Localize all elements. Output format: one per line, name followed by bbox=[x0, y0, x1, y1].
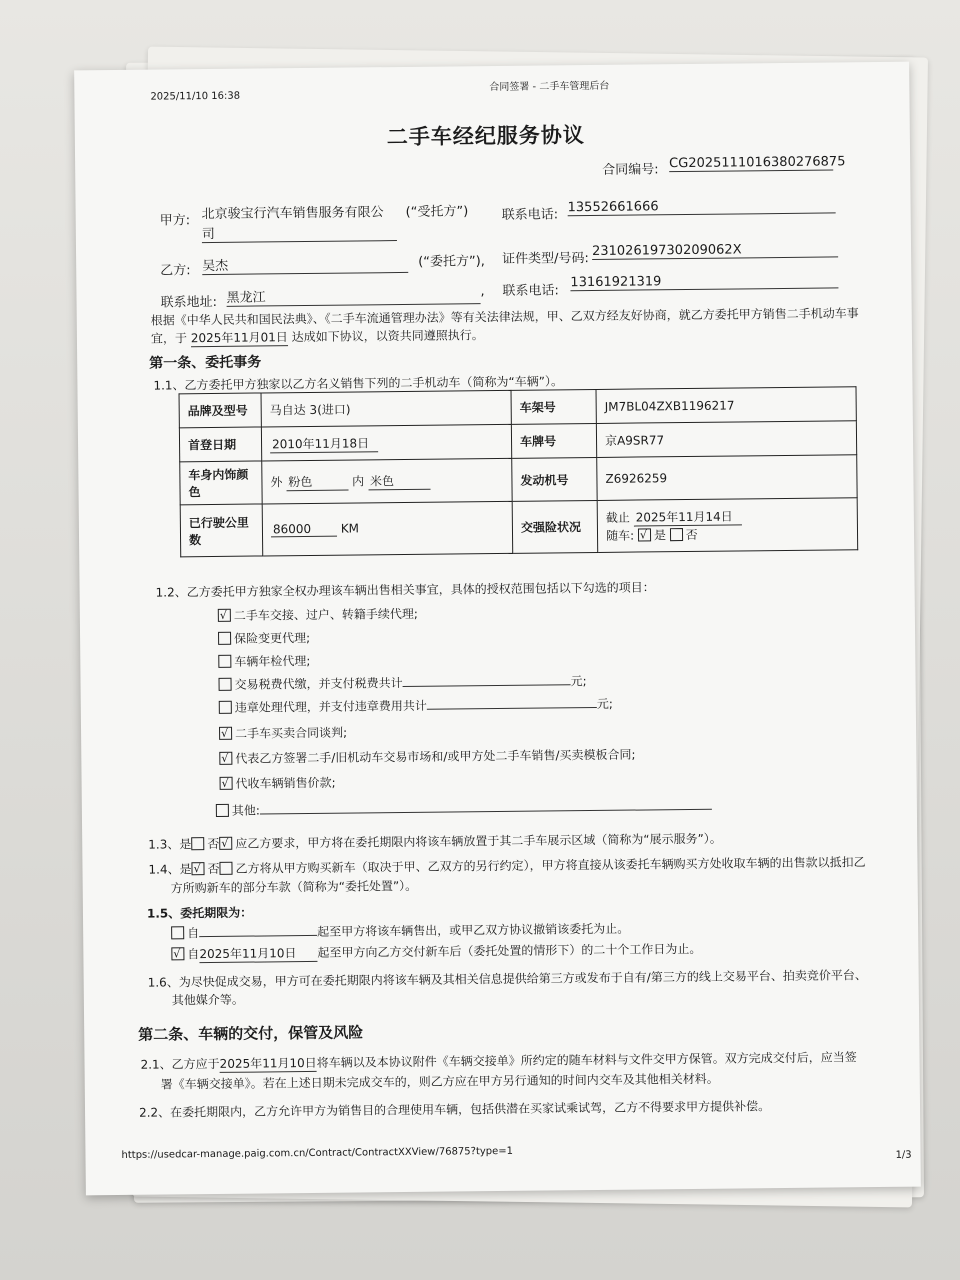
preamble-line2 bbox=[151, 326, 484, 347]
color-cell bbox=[262, 458, 512, 504]
option-checkbox[interactable] bbox=[219, 701, 232, 714]
insurance-no-label: 否 bbox=[685, 527, 698, 543]
option-checkbox[interactable] bbox=[216, 804, 229, 817]
vin-value: JM7BL04ZXB1196217 bbox=[596, 387, 856, 424]
brand-value: 马自达 3(进口) bbox=[261, 390, 511, 427]
insurance-label: 交强险状况 bbox=[512, 500, 598, 553]
term-open-text: 起至甲方将该车辆售出，或甲乙双方协议撤销该委托为止。 bbox=[317, 921, 630, 939]
delivery-date: 2025年11月10日 bbox=[219, 1055, 317, 1071]
inner-color-value: 米色 bbox=[368, 472, 430, 491]
option-checkbox[interactable] bbox=[218, 609, 231, 622]
clause-1-3-yes-checkbox[interactable] bbox=[191, 837, 204, 850]
clause-2-2: 2.2、在委托期限内，乙方允许甲方为销售目的合理使用车辆，包括供潜在买家试乘试驾，乙方不得要求甲方提供补偿。 bbox=[138, 1099, 771, 1120]
clause-1-4 bbox=[148, 853, 865, 878]
clause-1-4-no-checkbox[interactable] bbox=[220, 862, 233, 875]
clause-2-1-line2: 署《车辆交接单》。若在上述日期未完成交车的，则乙方应在甲方另行通知的时间内交车及其他相关材料。 bbox=[160, 1071, 719, 1092]
option-inspection bbox=[218, 652, 310, 670]
option-violation bbox=[219, 695, 613, 716]
option-label: 代收车辆销售价款; bbox=[235, 775, 336, 791]
party-b-address: 黑龙江 bbox=[226, 284, 480, 307]
option-tax bbox=[218, 672, 586, 693]
party-a-name-line2: 司 bbox=[202, 221, 397, 243]
clause-1-4-text: 乙方将从甲方购买新车（取决于甲、乙双方的另行约定），甲方将直接从该委托车辆购买方处收取车辆的出售款以抵扣乙 bbox=[235, 855, 866, 876]
tax-amount-blank bbox=[402, 673, 570, 687]
print-url: https://usedcar-manage.paig.com.cn/Contract/ContractXXView/76875?type=1 bbox=[121, 1145, 514, 1161]
clause-1-3-yes: 1.3、是 bbox=[148, 837, 192, 852]
insurance-yes-checkbox[interactable] bbox=[638, 528, 651, 541]
term-fixed-date: 2025年11月10日 bbox=[199, 944, 317, 963]
party-b-label: 乙方: bbox=[160, 263, 191, 279]
option-label: 二手车交接、过户、转籍手续代理; bbox=[233, 606, 418, 623]
clause-2-1-prefix: 2.1、乙方应于 bbox=[140, 1056, 220, 1072]
preamble-suffix: 达成如下协议，以资共同遵照执行。 bbox=[291, 328, 484, 345]
violation-amount-blank bbox=[427, 696, 597, 710]
color-label-line2: 色 bbox=[188, 485, 201, 500]
other-blank bbox=[260, 798, 712, 815]
clause-1-1: 1.1、乙方委托甲方独家以乙方名义销售下列的二手机动车（简称为“车辆”）。 bbox=[153, 374, 564, 393]
term-fixed-text: 起至甲方向乙方交付新车后（委托处置的情形下）的二十个工作日为止。 bbox=[317, 941, 702, 960]
option-suffix: 元; bbox=[596, 696, 613, 711]
clause-2-1-text: 将车辆以及本协议附件《车辆交接单》所约定的随车材料与文件交甲方保管。双方完成交付后，应当签 bbox=[316, 1050, 857, 1070]
mileage-label bbox=[180, 504, 263, 557]
clause-1-6-line2: 其他媒介等。 bbox=[171, 992, 244, 1008]
clause-1-2: 1.2、乙方委托甲方独家全权办理该车辆出售相关事宜，具体的授权范围包括以下勾选的项目： bbox=[155, 580, 655, 600]
party-a-label: 甲方: bbox=[159, 213, 191, 229]
mileage-value: 86000 bbox=[271, 522, 337, 538]
contract-no: CG2025111016380276875 bbox=[669, 154, 846, 172]
term-open-prefix: 自 bbox=[187, 926, 200, 941]
option-sign-contract bbox=[219, 746, 635, 767]
clause-1-4-yes-checkbox[interactable] bbox=[192, 862, 205, 875]
document-title: 二手车经纪服务协议 bbox=[386, 123, 585, 150]
insurance-until-label: 截止 bbox=[605, 510, 630, 525]
option-label: 交易税费代缴，并支付税费共计 bbox=[234, 675, 403, 692]
reg-date-cell bbox=[261, 424, 511, 461]
option-checkbox[interactable] bbox=[219, 678, 232, 691]
separator-comma: , bbox=[480, 284, 485, 300]
reg-date-label: 首登日期 bbox=[179, 427, 261, 462]
mileage-unit: KM bbox=[340, 521, 360, 536]
vin-label: 车架号 bbox=[511, 389, 596, 424]
agreement-date: 2025年11月01日 bbox=[190, 330, 288, 346]
term-option-open bbox=[171, 920, 629, 942]
term-option-fixed bbox=[171, 940, 701, 964]
option-suffix: 元; bbox=[570, 674, 587, 689]
brand-label: 品牌及型号 bbox=[179, 393, 261, 428]
option-label: 保险变更代理; bbox=[234, 630, 311, 646]
party-b-role: (“委托方”), bbox=[418, 254, 485, 270]
reg-date-value: 2010年11月18日 bbox=[270, 434, 378, 453]
mileage-cell bbox=[262, 501, 513, 556]
outer-color-value: 粉色 bbox=[286, 473, 348, 492]
clause-2-1-line1 bbox=[140, 1048, 856, 1073]
option-checkbox[interactable] bbox=[219, 727, 232, 740]
option-insurance bbox=[218, 629, 310, 647]
clause-1-4-line2: 方所购新车的部分车款（简称为“委托处置”）。 bbox=[170, 878, 418, 896]
option-label: 二手车买卖合同谈判; bbox=[235, 725, 348, 741]
preamble-prefix: 宜，于 bbox=[150, 331, 188, 346]
inner-color-label: 内 bbox=[352, 474, 365, 489]
party-b-address-label: 联系地址: bbox=[160, 294, 218, 311]
option-checkbox[interactable] bbox=[218, 632, 231, 645]
clause-1-5-heading: 1.5、委托期限为： bbox=[146, 905, 253, 921]
plate-label: 车牌号 bbox=[511, 423, 596, 458]
party-a-role: (“受托方”) bbox=[405, 204, 469, 220]
option-transfer bbox=[218, 605, 418, 624]
article2-heading: 第二条、车辆的交付，保管及风险 bbox=[138, 1023, 364, 1044]
plate-value: 京A9SR77 bbox=[596, 421, 856, 458]
clause-1-4-no: 否 bbox=[207, 861, 220, 877]
party-a-name-line1: 北京骏宝行汽车销售服务有限公 bbox=[201, 205, 384, 223]
term-fixed-prefix: 自 bbox=[187, 947, 200, 962]
clause-1-6-line1: 1.6、为尽快促成交易，甲方可在委托期限内将该车辆及其相关信息提供给第三方或发布于自有/第三方的线上交易平台、拍卖竞价平台、 bbox=[147, 968, 867, 990]
clause-1-3-no: 否 bbox=[207, 836, 220, 852]
option-label: 代表乙方签署二手/旧机动车交易市场和/或甲方处二手车销售/买卖模板合同; bbox=[235, 747, 636, 766]
contract-no-label: 合同编号: bbox=[602, 162, 659, 178]
party-b-phone: 13161921319 bbox=[570, 272, 838, 291]
contract-page bbox=[74, 62, 921, 1196]
clause-1-4-yes: 1.4、是 bbox=[148, 862, 192, 877]
term-open-checkbox[interactable] bbox=[171, 926, 184, 939]
option-checkbox[interactable] bbox=[218, 655, 231, 668]
vehicle-info-table bbox=[179, 386, 859, 557]
option-label: 其他: bbox=[231, 803, 261, 818]
option-label: 车辆年检代理; bbox=[234, 653, 311, 669]
insurance-no-checkbox[interactable] bbox=[670, 528, 683, 541]
engine-label: 发动机号 bbox=[512, 457, 597, 501]
party-b-id-no: 23102619730209062X bbox=[592, 241, 838, 260]
color-label bbox=[180, 461, 262, 505]
option-collect-payment bbox=[220, 774, 336, 792]
option-negotiation bbox=[219, 724, 347, 742]
outer-color-label: 外 bbox=[270, 475, 283, 490]
option-checkbox[interactable] bbox=[219, 752, 232, 765]
print-datetime: 2025/11/10 16:38 bbox=[150, 90, 241, 103]
term-fixed-checkbox[interactable] bbox=[171, 947, 184, 960]
party-b-id-label: 证件类型/号码: bbox=[502, 251, 589, 267]
mileage-label-line1: 已行驶公里 bbox=[188, 515, 249, 530]
insurance-yes-label: 是 bbox=[653, 528, 666, 543]
insurance-until-date: 2025年11月14日 bbox=[634, 507, 742, 526]
option-other bbox=[216, 797, 712, 819]
clause-1-3-no-checkbox[interactable] bbox=[219, 837, 232, 850]
insurance-cell bbox=[597, 498, 858, 553]
clause-1-3-text: 应乙方要求，甲方将在委托期限内将该车辆放置于其二手车展示区域（简称为“展示服务”）。 bbox=[235, 831, 722, 851]
color-label-line1: 车身内饰颜 bbox=[188, 467, 249, 483]
print-page-title: 合同签署 - 二手车管理后台 bbox=[489, 80, 610, 94]
page-number: 1/3 bbox=[895, 1149, 912, 1161]
article1-heading: 第一条、委托事务 bbox=[149, 354, 262, 372]
party-a-phone: 13552661666 bbox=[568, 197, 836, 216]
option-checkbox[interactable] bbox=[220, 777, 233, 790]
party-a-phone-label: 联系电话: bbox=[501, 207, 559, 223]
engine-value: Z6926259 bbox=[597, 455, 857, 501]
term-open-date-blank bbox=[199, 924, 317, 937]
mileage-label-line2: 数 bbox=[188, 532, 202, 547]
preamble-line1: 根据《中华人民共和国民法典》、《二手车流通管理办法》等有关法律法规，甲、乙双方经友好协商，就乙方委托甲方销售二手机动车事 bbox=[150, 306, 859, 328]
party-b-name: 吴杰 bbox=[202, 253, 408, 275]
clause-1-3 bbox=[148, 830, 722, 853]
with-car-label: 随车: bbox=[605, 528, 635, 543]
party-b-phone-label: 联系电话: bbox=[502, 283, 559, 299]
option-label: 违章处理代理，并支付违章费用共计 bbox=[234, 698, 427, 715]
